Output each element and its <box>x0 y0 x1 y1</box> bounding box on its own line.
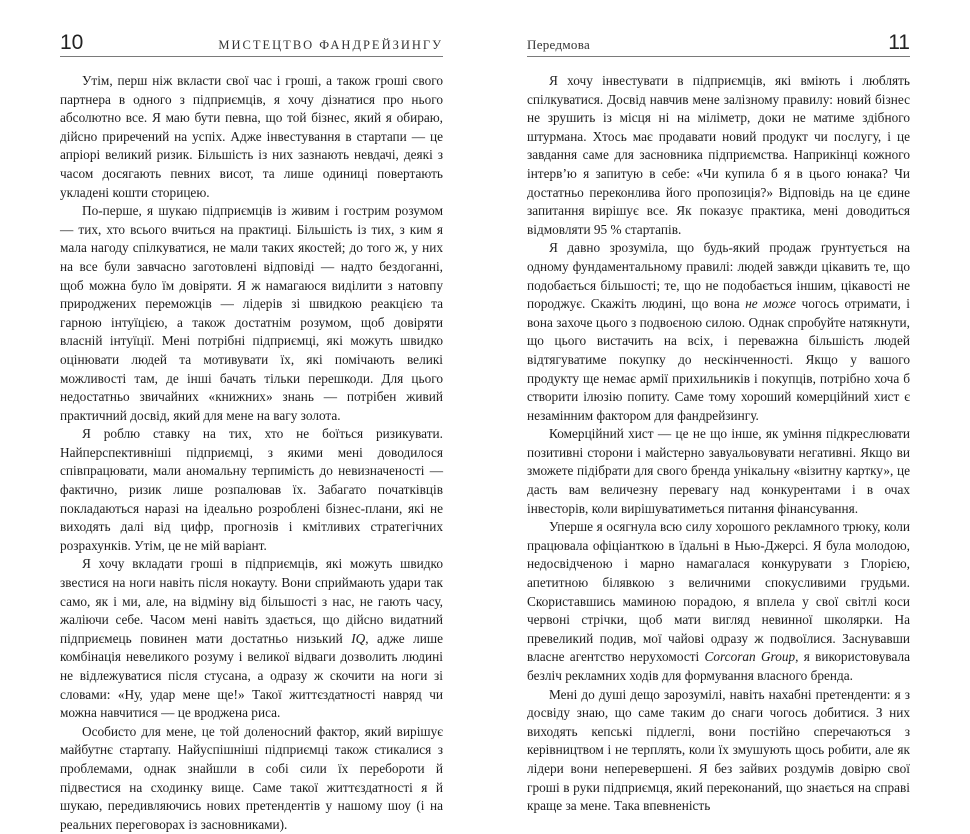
paragraph: Комерційний хист — це не що інше, як уміння підкреслювати позитивні сторони і майстерно завуальовувати негативні. Якщо ви зможете підібрати для свого бренда унікальну «візитну картку», це дасть вам величезну перевагу над конкурентами і в очах інвесторів, коли вирішуватиметься питання фінансування. <box>527 426 910 516</box>
running-head-book-title: МИСТЕЦТВО ФАНДРЕЙЗИНГУ <box>218 38 443 52</box>
paragraph: Уперше я осягнула всю силу хорошого рекламного трюку, коли працювала офіціанткою в їдальні в Нью-Джерсі. Я була молодою, недосвідченою і марно намагалася конкурувати з Глорією, апетитною білявкою з величними спокусливими грудьми. Скориставшись маминою порадою, я вплела у свої світлі коси червоні стрічки, щоб мати вигляд невинної школярки. На превеликий подив, мої чайові одразу ж подвоїлися. Заснувавши власне агентство нерухомості Corcoran Group, я використовувала безліч рекламних ходів для формування власного бренда. <box>527 519 910 683</box>
left-page-header <box>60 30 443 57</box>
page-number-right: 11 <box>888 31 910 54</box>
right-page <box>527 0 910 814</box>
running-head-chapter: Передмова <box>527 37 591 52</box>
paragraph: Особисто для мене, це той доленосний фактор, який вирішує майбутнє стартапу. Найуспішніші підприємці також стикалися з проблемами, однак знайшли в собі сили їх перебороти й підвестися на сходинку вище. Саме такої життєздатності я й шукаю, передивляючись нових претендентів у нашому шоу (і на реальних переговорах із засновниками). <box>60 723 443 832</box>
italic-term: IQ <box>351 630 366 646</box>
paragraph: Я давно зрозуміла, що будь-який продаж ґрунтується на одному фундаментальному правилі: людей завжди цікавить те, що подобається більшості; те, що не подобається іншим, цікавості не породжує. Скажіть людині, що вона не може чогось отримати, і вона захоче цього з подвоєною силою. Однак спробуйте натякнути, що цього вистачить на всіх, і переважна більшість людей відтягуватиме покупку до нескінченності. Якщо у вашого продукту ще немає армії прихильників і покупців, потрібно хоча б створити ілюзію попиту. Саме тому хороший комерційний хист є незамінним фактором для фандрейзингу. <box>527 240 910 423</box>
paragraph: Я роблю ставку на тих, хто не боїться ризикувати. Найперспективніші підприємці, з якими мені доводилося співпрацювати, мали аномальну терпимість до невизначеності — фактично, ризик лише розпалював їх. Забагато початківців покладаються наразі на ідеально розроблені бізнес-плани, які не виходять далі від цифр, прогнозів і кмітливих стратегічних розрахунків. Утім, це не мій варіант. <box>60 426 443 553</box>
paragraph: Я хочу інвестувати в підприємців, які вміють і люблять спілкуватися. Досвід навчив мене залізному правилу: новий бізнес не зрушить із місця ні на міліметр, доки не матиме здібного штурмана. Хтось має продавати новий продукт чи послугу, і це завдання саме для засновника підприємства. Наприкінці кожного інтерв’ю я запитую в себе: «Чи купила б я в цього юнака? Чи достатньо переконлива його пропозиція?» Відповідь на це єдине запитання вирішує все. Як показує практика, мені доводиться відмовляти 95 % стартапів. <box>527 73 910 237</box>
right-page-body <box>527 72 910 816</box>
right-page-header <box>527 30 910 57</box>
paragraph: Мені до душі дещо зарозумілі, навіть нахабні претенденти: я з досвіду знаю, що саме таким до снаги чогось добитися. З них виходять кепські підлеглі, вони постійно сперечаються з керівництвом і не терплять, коли їх змушують щось робити, але як лідери вони неперевершені. Я без зайвих роздумів довірю свої гроші в руки підприємця, який переконаний, що знається на справі краще за мене. Така впевненість <box>527 686 910 814</box>
italic-emphasis: не може <box>745 296 797 312</box>
page-number-left: 10 <box>60 31 84 54</box>
paragraph: Я хочу вкладати гроші в підприємців, які можуть швидко звестися на ноги навіть після нокауту. Вони сприймають удари так само, як і ми, але, на відміну від більшості з нас, не гають часу, жаліючи себе. Часом мені навіть здається, що дійсно видатний підприємець повинен мати достатньо низький IQ, адже лише комбінація невеликого розуму і великої відваги дозволить людині не відлежуватися після стусана, а одразу ж скочити на ноги зі словами: «Ну, удар мене ще!» Такої життєздатності навряд чи можна навчитися — це вроджена риса. <box>60 556 443 721</box>
italic-company-name: Corcoran Group <box>704 649 796 665</box>
left-page <box>60 0 443 832</box>
left-page-body <box>60 72 443 834</box>
paragraph: По-перше, я шукаю підприємців із живим і гострим розумом — тих, хто всього вчиться на практиці. Більшість із тих, з ким я мала нагоду спілкуватися, не мали таких якостей; до того ж, у них на все були завчасно заготовлені відповіді — надто бездоганні, щоб можна було їм довіряти. Я ж намагаюся виділити з натовпу природжених переможців — лідерів зі швидкою реакцією та гарною інтуїцією, а також достатнім розумом, щоб довіряти власній інтуїції. Мені потрібні підприємці, які можуть швидко оцінювати людей та мотивувати їх, які помічають великі можливості там, де інші бачать тільки перешкоди. Для цього недостатньо звичайних «книжних» знань — потрібен живий практичний досвід, який для мене на вагу золота. <box>60 203 443 423</box>
paragraph: Утім, перш ніж вкласти свої час і гроші, а також гроші свого партнера в одного з підприємців, я хочу дізнатися про нього абсолютно все. Я маю бути певна, що той бізнес, який я обираю, дійсно приречений на успіх. Адже інвестування в стартапи — це апріорі великий ризик. Більшість із них зазнають невдачі, деякі з часом досягають певних висот, та лише одиниці повертають укладені кошти сторицею. <box>60 73 443 200</box>
